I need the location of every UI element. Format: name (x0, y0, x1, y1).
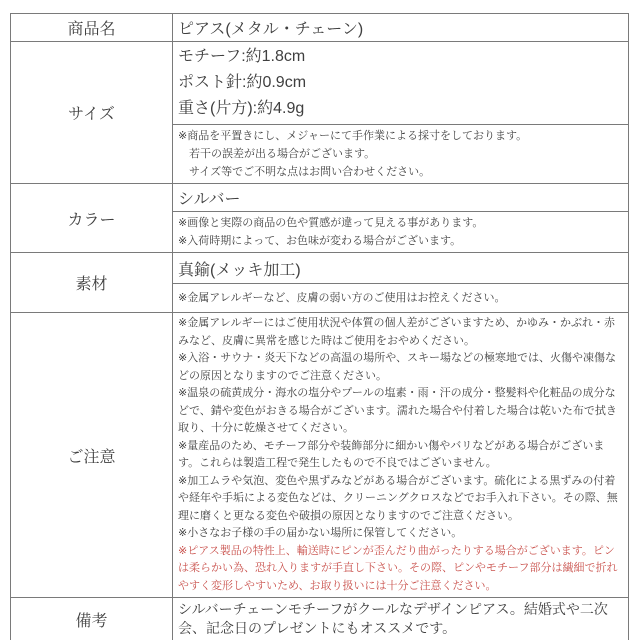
caution-notes-cell (173, 313, 629, 598)
remarks-label: 備考 (11, 598, 173, 640)
size-label: サイズ (11, 42, 173, 184)
size-note-line: ※商品を平置きにし、メジャーにて手作業による採寸をしております。 (178, 130, 528, 142)
size-notes-cell (173, 125, 629, 184)
row-remarks (11, 598, 629, 640)
product-spec-table (10, 13, 629, 640)
size-measurements-cell (173, 42, 629, 125)
row-material-value (11, 253, 629, 284)
color-value-cell: シルバー (173, 184, 629, 212)
color-label: カラー (11, 184, 173, 253)
caution-label: ご注意 (11, 313, 173, 598)
row-product-name (11, 14, 629, 42)
size-measurement-line: ポスト針:約0.9cm (178, 74, 307, 91)
caution-note-paragraph: ※温泉の硫黄成分・海水の塩分やプールの塩素・雨・汗の成分・整髪料や化粧品の成分などで、錆や変色がおきる場合がございます。濡れた場合や付着した場合は乾いた布で拭き取り、十分に乾燥させてください。 (178, 387, 617, 434)
size-note-line: 若干の誤差が出る場合がございます。 (189, 148, 376, 160)
material-value-cell: 真鍮(メッキ加工) (173, 253, 629, 284)
caution-note-paragraph: ※金属アレルギーにはご使用状況や体質の個人差がございますため、かゆみ・かぶれ・赤みなど、皮膚に異常を感じた時はご使用をおやめください。 (178, 317, 616, 347)
color-note-line: ※画像と実際の商品の色や質感が違って見える事があります。 (178, 217, 484, 229)
size-note-line: サイズ等でご不明な点はお問い合わせください。 (189, 166, 431, 178)
caution-note-paragraph: ※小さなお子様の手の届かない場所に保管してください。 (178, 527, 463, 539)
row-color-value (11, 184, 629, 212)
material-note-line: ※金属アレルギーなど、皮膚の弱い方のご使用はお控えください。 (178, 292, 506, 304)
size-measurement-line: 重さ(片方):約4.9g (178, 100, 305, 117)
color-notes-cell (173, 212, 629, 253)
caution-note-paragraph: ※量産品のため、モチーフ部分や装飾部分に細かい傷やバリなどがある場合がございます。これらは製造工程で発生したもので不良ではございません。 (178, 439, 605, 469)
product-name-value: ピアス(メタル・チェーン) (173, 14, 629, 42)
material-notes-cell (173, 284, 629, 313)
caution-note-paragraph: ※入浴・サウナ・炎天下などの高温の場所や、スキー場などの極寒地では、火傷や凍傷などの原因となりますのでご注意ください。 (178, 352, 616, 382)
remarks-value-cell: シルバーチェーンモチーフがクールなデザインピアス。結婚式や二次会、記念日のプレゼントにもオススメです。 (173, 598, 629, 640)
row-size-measurements (11, 42, 629, 125)
material-label: 素材 (11, 253, 173, 313)
color-note-line: ※入荷時期によって、お色味が変わる場合がございます。 (178, 235, 462, 247)
size-measurement-line: モチーフ:約1.8cm (178, 48, 306, 65)
row-caution (11, 313, 629, 598)
caution-note-paragraph: ※ピアス製品の特性上、輸送時にピンが歪んだり曲がったりする場合がございます。ピンは柔らかい為、恐れ入りますが手直し下さい。その際、ピンやモチーフ部分は繊細で折れやすく変形しやすいため、お取り扱いには十分ご注意ください。 (178, 544, 618, 592)
product-name-label: 商品名 (11, 14, 173, 42)
caution-note-paragraph: ※加工ムラや気泡、変色や黒ずみなどがある場合がございます。硫化による黒ずみの付着や経年や手垢による変色などは、クリーニングクロスなどでお手入れ下さい。その際、無理に磨くと更なる変色や破損の原因となりますのでご注意ください。 (178, 474, 618, 522)
